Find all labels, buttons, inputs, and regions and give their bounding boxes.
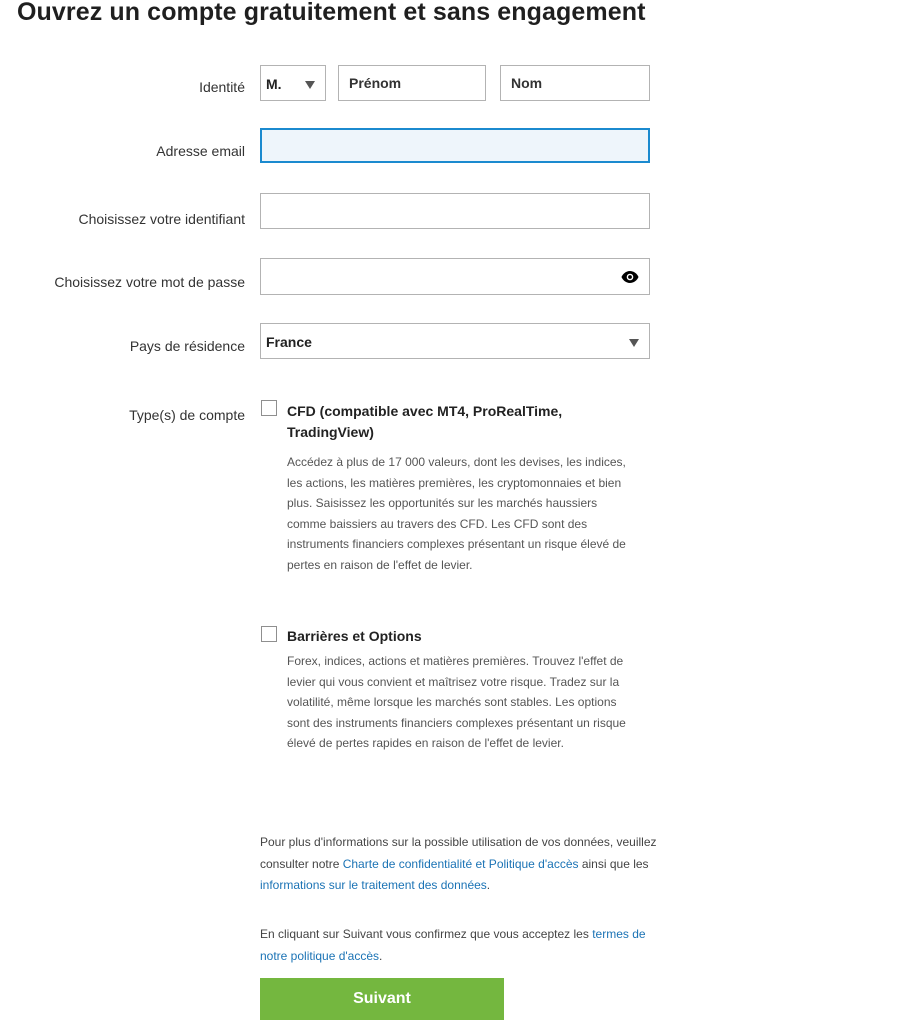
identity-label: Identité <box>199 79 245 95</box>
civility-value: M. <box>266 76 282 92</box>
username-field[interactable] <box>261 194 649 228</box>
email-label: Adresse email <box>156 143 245 159</box>
civility-select[interactable] <box>260 65 326 101</box>
terms-text: En cliquant sur Suivant vous confirmez que vous acceptez les <box>260 927 593 941</box>
privacy-text-1: Pour plus d'informations sur la possible utilisation de vos données, veuillez consulter notre <box>260 835 657 871</box>
country-value: France <box>266 334 312 350</box>
password-label: Choisissez votre mot de passe <box>54 274 245 290</box>
cfd-option-description: Accédez à plus de 17 000 valeurs, dont les devises, les indices, les actions, les matières premières, les cryptomonnaies et bien plus. Saisissez les opportunités sur les marchés haussiers comme baissiers au travers des CFD. Les CFD sont des instruments financiers complexes présentant un risque élevé de pertes en raison de l'effet de levier. <box>287 455 626 572</box>
privacy-info <box>260 832 670 897</box>
username-field-wrapper <box>260 193 650 229</box>
privacy-text-2: ainsi que les <box>578 856 649 871</box>
options-option-title: Barrières et Options <box>287 628 422 644</box>
password-field-wrapper <box>260 258 650 295</box>
page-title: Ouvrez un compte gratuitement et sans engagement <box>17 0 646 26</box>
options-checkbox[interactable] <box>261 626 277 642</box>
terms-link[interactable]: termes de notre politique d'accès <box>260 927 646 963</box>
submit-button[interactable]: Suivant <box>260 978 504 1020</box>
account-types-label: Type(s) de compte <box>129 407 245 423</box>
data-processing-link[interactable]: informations sur le traitement des données <box>260 878 487 892</box>
privacy-text-3: . <box>486 878 491 892</box>
password-field[interactable] <box>261 259 601 294</box>
email-field[interactable] <box>262 130 648 161</box>
first-name-field[interactable] <box>338 65 486 101</box>
cfd-option-title: CFD (compatible avec MT4, ProRealTime, TradingView) <box>287 403 563 440</box>
privacy-policy-link[interactable]: Charte de confidentialité et Politique d'accès <box>342 856 579 871</box>
last-name-field[interactable] <box>500 65 650 101</box>
first-name-placeholder: Prénom <box>349 75 402 91</box>
chevron-down-icon <box>305 81 315 89</box>
chevron-down-icon <box>629 339 639 347</box>
country-select[interactable] <box>260 323 650 359</box>
terms-end: . <box>379 948 383 963</box>
cfd-checkbox[interactable] <box>261 400 277 416</box>
terms-info <box>260 924 670 967</box>
username-label: Choisissez votre identifiant <box>78 211 245 227</box>
eye-icon[interactable] <box>621 270 639 287</box>
options-option-description: Forex, indices, actions et matières premières. Trouvez l'effet de levier qui vous convient et maîtrisez votre risque. Tradez sur la volatilité, même lorsque les marchés sont stables. Les options sont des instruments financiers complexes présentant un risque élevé de pertes rapides en raison de l'effet de levier. <box>287 654 626 750</box>
country-label: Pays de résidence <box>129 338 245 354</box>
last-name-placeholder: Nom <box>511 75 543 91</box>
email-field-wrapper <box>260 128 650 163</box>
